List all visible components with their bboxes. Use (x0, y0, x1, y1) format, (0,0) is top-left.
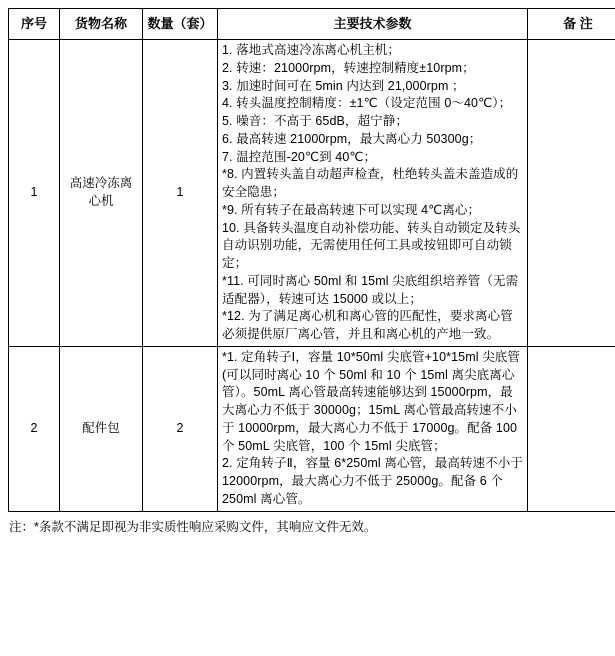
spec-line: 6. 最高转速 21000rpm，最大离心力 50300g； (222, 131, 482, 146)
row-quantity: 1 (143, 40, 218, 347)
row-remark (528, 346, 615, 511)
row-no: 1 (9, 40, 60, 347)
specification-table (8, 8, 615, 512)
column-header-goods-name: 货物名称 (60, 9, 143, 40)
spec-line: *8. 内置转头盖自动超声检查，杜绝转头盖未盖造成的安全隐患； (222, 167, 519, 199)
table-header (9, 9, 615, 40)
row-tech-params (218, 346, 528, 511)
table-row (9, 40, 615, 347)
column-header-no: 序号 (9, 9, 60, 40)
row-quantity: 2 (143, 346, 218, 511)
table-header-row (9, 9, 615, 40)
spec-line: 2. 转速：21000rpm，转速控制精度±10rpm； (222, 60, 475, 75)
row-remark (528, 40, 615, 347)
spec-line: 1. 落地式高速冷冻离心机主机； (222, 43, 400, 57)
spec-line: 2. 定角转子Ⅱ，容量 6*250ml 离心管，最高转速不小于 12000rpm，最大离心力不低于 25000g。配备 6 个 250ml 离心管。 (222, 456, 523, 506)
spec-line: *11. 可同时离心 50ml 和 15ml 尖底组织培养管（无需适配器），转速可达 15000 或以上； (222, 273, 519, 306)
column-header-tech-params: 主要技术参数 (218, 9, 528, 40)
table-body (9, 40, 615, 512)
footer-note: 注：*条款不满足即视为非实质性响应采购文件，其响应文件无效。 (9, 519, 377, 534)
spec-line: *12. 为了满足离心机和离心管的匹配性，要求离心管必须提供原厂离心管，并且和离心机的产地一致。 (222, 309, 513, 341)
spec-line: *1. 定角转子Ⅰ，容量 10*50ml 尖底管+10*15ml 尖底管(可以同时离心 10 个 50ml 和 10 个 15ml 离尖底离心管）。50mL 离心管最高转速能够达到 15000rpm，最大离心力不低于 30000g；15mL 离心管最高转速不小于 10000rpm，最大离心力不低于 17000g。配备 100 个 50mL 尖底管，100 个 15ml 尖底管； (222, 349, 520, 453)
table-row (9, 346, 615, 511)
spec-line: *9. 所有转子在最高转速下可以实现 4℃离心； (222, 202, 481, 217)
spec-line: 7. 温控范围-20℃到 40℃； (222, 149, 377, 164)
spec-line: 3. 加速时间可在 5min 内达到 21,000rpm ； (222, 78, 465, 93)
column-header-remark: 备 注 (528, 9, 615, 40)
row-tech-params (218, 40, 528, 347)
spec-line: 5. 噪音：不高于 65dB，超宁静； (222, 114, 408, 128)
row-goods-name: 配件包 (60, 346, 143, 511)
column-header-quantity: 数量（套） (143, 9, 218, 40)
spec-line: 4. 转头温度控制精度：±1℃（设定范围 0～40℃）； (222, 96, 512, 111)
row-goods-name: 高速冷冻离心机 (60, 40, 143, 347)
row-no: 2 (9, 346, 60, 511)
spec-line: 10. 具备转头温度自动补偿功能、转头自动锁定及转头自动识别功能，无需使用任何工具或按钮即可自动锁定； (222, 220, 521, 270)
